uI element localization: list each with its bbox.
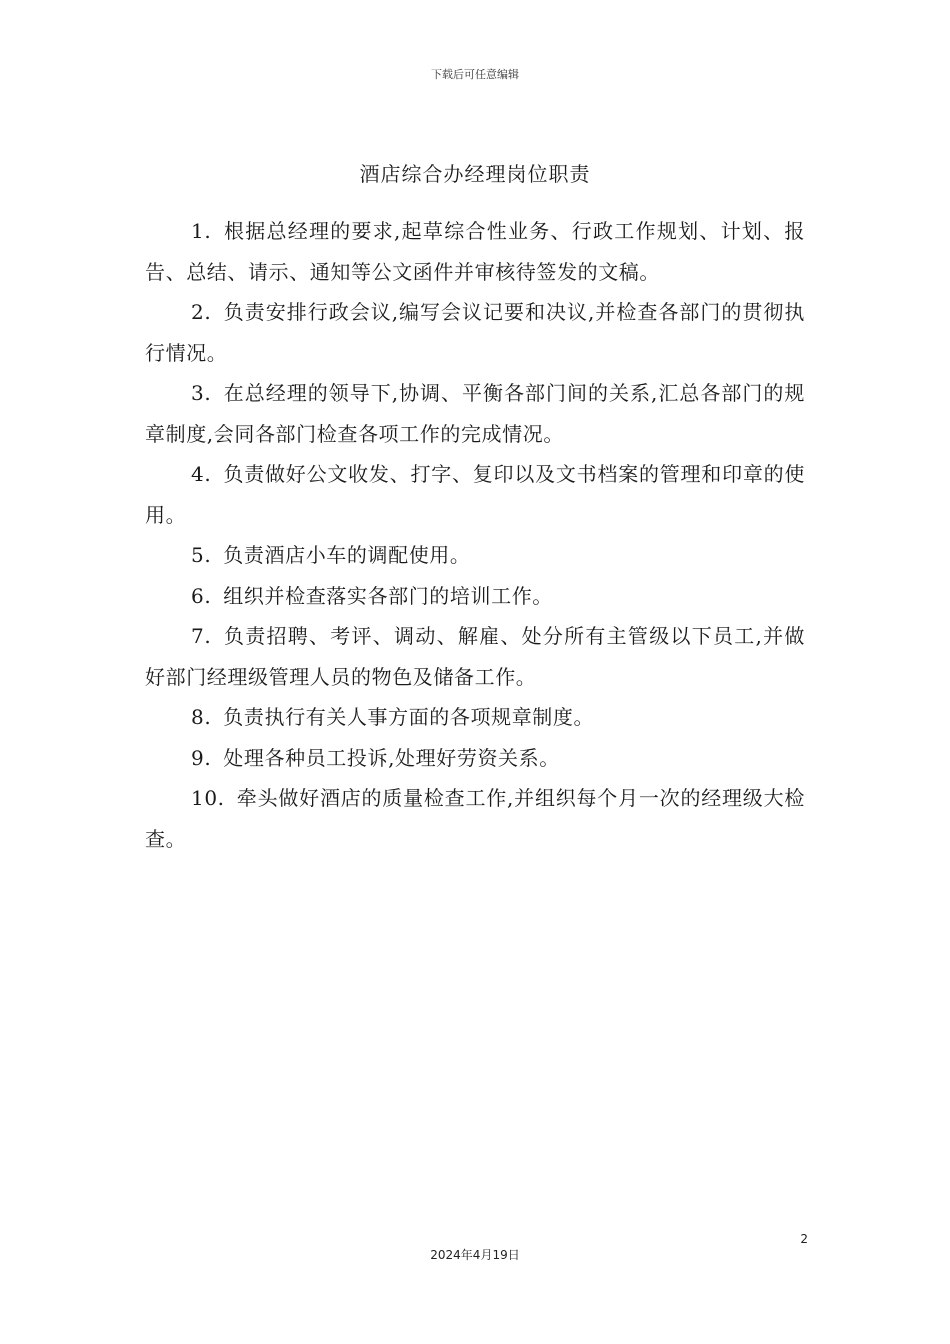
list-item bbox=[145, 738, 805, 779]
item-number: 10. bbox=[191, 786, 225, 810]
item-text: 负责酒店小车的调配使用。 bbox=[223, 543, 471, 567]
item-number: 3. bbox=[191, 381, 212, 405]
item-text: 组织并检查落实各部门的培训工作。 bbox=[223, 583, 553, 608]
item-text: 负责招聘、考评、调动、解雇、处分所有主管级以下员工,并做好部门经理级管理人员的物色及储备工作。 bbox=[145, 624, 805, 689]
list-item bbox=[145, 535, 805, 576]
item-text: 负责执行有关人事方面的各项规章制度。 bbox=[223, 705, 595, 729]
item-text: 牵头做好酒店的质量检查工作,并组织每个月一次的经理级大检查。 bbox=[145, 786, 805, 851]
item-text: 负责安排行政会议,编写会议记要和决议,并检查各部门的贯彻执行情况。 bbox=[145, 300, 805, 365]
item-text: 处理各种员工投诉,处理好劳资关系。 bbox=[223, 745, 560, 770]
list-item bbox=[145, 373, 805, 454]
list-item bbox=[145, 211, 805, 292]
document-body bbox=[145, 211, 805, 859]
item-number: 7. bbox=[191, 624, 212, 648]
item-number: 6. bbox=[191, 583, 212, 608]
list-item bbox=[145, 454, 805, 535]
item-number: 4. bbox=[191, 462, 212, 486]
item-number: 5. bbox=[191, 543, 212, 567]
item-number: 2. bbox=[191, 300, 212, 324]
list-item bbox=[145, 697, 805, 738]
footer-date: 2024年4月19日 bbox=[430, 1248, 520, 1262]
list-item bbox=[145, 616, 805, 697]
list-item bbox=[145, 292, 805, 373]
item-text: 根据总经理的要求,起草综合性业务、行政工作规划、计划、报告、总结、请示、通知等公文函件并审核待签发的文稿。 bbox=[145, 219, 805, 284]
item-text: 在总经理的领导下,协调、平衡各部门间的关系,汇总各部门的规章制度,会同各部门检查各项工作的完成情况。 bbox=[145, 381, 805, 446]
item-text: 负责做好公文收发、打字、复印以及文书档案的管理和印章的使用。 bbox=[145, 462, 805, 527]
page-number: 2 bbox=[800, 1232, 808, 1246]
document-title: 酒店综合办经理岗位职责 bbox=[359, 162, 591, 186]
item-number: 1. bbox=[191, 219, 212, 243]
list-item bbox=[145, 576, 805, 617]
list-item bbox=[145, 778, 805, 859]
header-note: 下载后可任意编辑 bbox=[431, 68, 519, 81]
item-number: 9. bbox=[191, 745, 212, 770]
item-number: 8. bbox=[191, 705, 212, 729]
